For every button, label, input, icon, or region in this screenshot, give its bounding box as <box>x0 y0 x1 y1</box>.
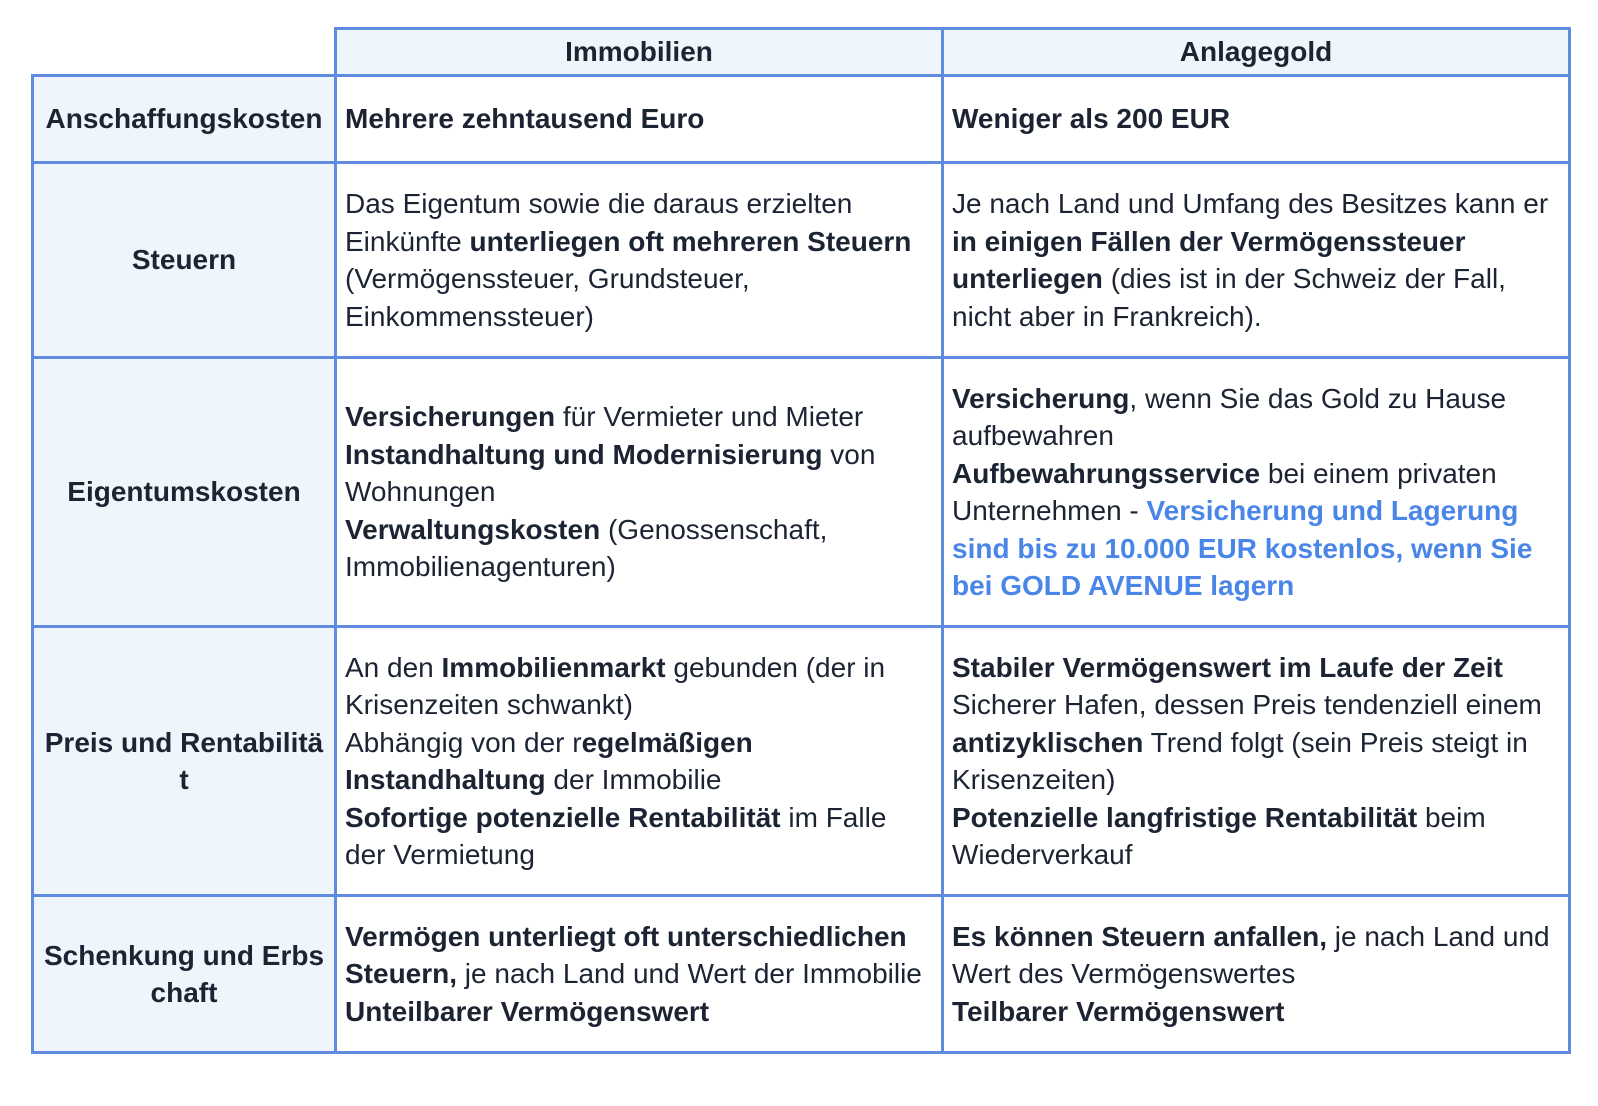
header-row <box>33 29 1570 76</box>
cell-paragraph <box>952 649 1560 687</box>
body-text: bei einem privaten Unternehmen - <box>952 457 1497 526</box>
body-text: , wenn Sie das Gold zu Hause aufbewahren <box>952 382 1507 451</box>
row-label: Preis und Rentabilität <box>33 627 336 896</box>
cell-immobilien <box>336 627 943 896</box>
cell-anlagegold <box>943 76 1570 163</box>
table-row <box>33 896 1570 1053</box>
cell-paragraph <box>345 185 933 335</box>
cell-paragraph <box>345 511 933 586</box>
header-corner <box>33 29 336 76</box>
table-row <box>33 358 1570 627</box>
body-text: je nach Land und Wert der Immobilie <box>457 958 922 990</box>
cell-paragraph <box>345 436 933 511</box>
column-header-anlagegold: Anlagegold <box>943 29 1570 76</box>
body-text: Trend folgt (sein Preis steigt in Krisenzeiten) <box>952 726 1528 795</box>
body-text: Je nach Land und Umfang des Besitzes kann er <box>952 188 1549 219</box>
body-text: (Vermögenssteuer, Grundsteuer, Einkommenssteuer) <box>345 263 750 332</box>
cell-paragraph <box>345 398 933 436</box>
bold-text: Stabiler Vermögenswert im Laufe der Zeit <box>952 651 1503 683</box>
body-text: beim Wiederverkauf <box>952 801 1486 870</box>
column-header-immobilien: Immobilien <box>336 29 943 76</box>
cell-paragraph <box>952 380 1560 455</box>
cell-paragraph <box>952 686 1560 799</box>
body-text: Sicherer Hafen, dessen Preis tendenziell einem <box>952 689 1542 720</box>
body-text: der Immobilie <box>545 764 722 795</box>
cell-paragraph <box>952 455 1560 605</box>
body-text: (dies ist in der Schweiz der Fall, nicht aber in Frankreich). <box>952 263 1506 332</box>
body-text: gebunden (der in Krisenzeiten schwankt) <box>345 651 886 720</box>
body-text: je nach Land und Wert des Vermögenswertes <box>952 920 1550 990</box>
bold-text: Versicherungen <box>345 401 556 433</box>
bold-text: Sofortige potenzielle Rentabilität <box>345 801 781 833</box>
cell-paragraph <box>952 799 1560 874</box>
bold-text: Mehrere zehntausend Euro <box>345 103 705 135</box>
table-row <box>33 627 1570 896</box>
body-text: An den <box>345 651 442 683</box>
bold-text: Immobilienmarkt <box>441 651 666 683</box>
row-label: Anschaffungskosten <box>33 76 336 163</box>
cell-anlagegold <box>943 627 1570 896</box>
body-text: von Wohnungen <box>345 438 876 508</box>
cell-paragraph <box>952 993 1560 1031</box>
cell-immobilien <box>336 76 943 163</box>
bold-text: Weniger als 200 EUR <box>952 103 1231 135</box>
bold-text: Vermögen unterliegt oft unterschiedlichen Steuern, <box>345 920 907 990</box>
table-row <box>33 76 1570 163</box>
cell-anlagegold <box>943 358 1570 627</box>
bold-text: unterliegen oft mehreren Steuern <box>469 225 912 257</box>
row-label: Steuern <box>33 163 336 358</box>
bold-text: Teilbarer Vermögenswert <box>952 995 1285 1027</box>
cell-immobilien <box>336 163 943 358</box>
cell-anlagegold <box>943 896 1570 1053</box>
bold-text: antizyklischen <box>952 726 1144 758</box>
bold-text: Instandhaltung und Modernisierung <box>345 438 823 470</box>
body-text: Das Eigentum sowie die daraus erzielten Einkünfte <box>345 188 853 257</box>
bold-text: Versicherung <box>952 382 1130 414</box>
comparison-table <box>31 27 1571 1054</box>
body-text: für Vermieter und Mieter <box>555 401 864 433</box>
cell-paragraph <box>345 724 933 799</box>
cell-paragraph <box>345 993 933 1031</box>
cell-paragraph <box>952 185 1560 335</box>
body-text: (Genossenschaft, Immobilienagenturen) <box>345 513 828 583</box>
body-text: im Falle der Vermietung <box>345 801 887 870</box>
highlight-text: Versicherung und Lagerung sind bis zu 10.000 EUR kostenlos, wenn Sie bei GOLD AVENUE lagern <box>952 495 1533 601</box>
row-label: Eigentumskosten <box>33 358 336 627</box>
bold-text: Unteilbarer Vermögenswert <box>345 995 710 1027</box>
table-row <box>33 163 1570 358</box>
bold-text: Es können Steuern anfallen, <box>952 920 1327 952</box>
cell-paragraph <box>345 799 933 874</box>
cell-anlagegold <box>943 163 1570 358</box>
bold-text: in einigen Fällen der Vermögenssteuer unterliegen <box>952 225 1466 294</box>
cell-immobilien <box>336 896 943 1053</box>
cell-immobilien <box>336 358 943 627</box>
row-label: Schenkung und Erbschaft <box>33 896 336 1053</box>
bold-text: Aufbewahrungsservice <box>952 457 1261 489</box>
bold-text: Verwaltungskosten <box>345 513 601 545</box>
bold-text: egelmäßigen Instandhaltung <box>345 726 753 795</box>
cell-paragraph <box>952 918 1560 993</box>
cell-paragraph <box>345 649 933 724</box>
body-text: Abhängig von der r <box>345 726 582 758</box>
cell-paragraph <box>345 100 933 138</box>
cell-paragraph <box>345 918 933 993</box>
bold-text: Potenzielle langfristige Rentabilität <box>952 801 1418 833</box>
cell-paragraph <box>952 100 1560 138</box>
